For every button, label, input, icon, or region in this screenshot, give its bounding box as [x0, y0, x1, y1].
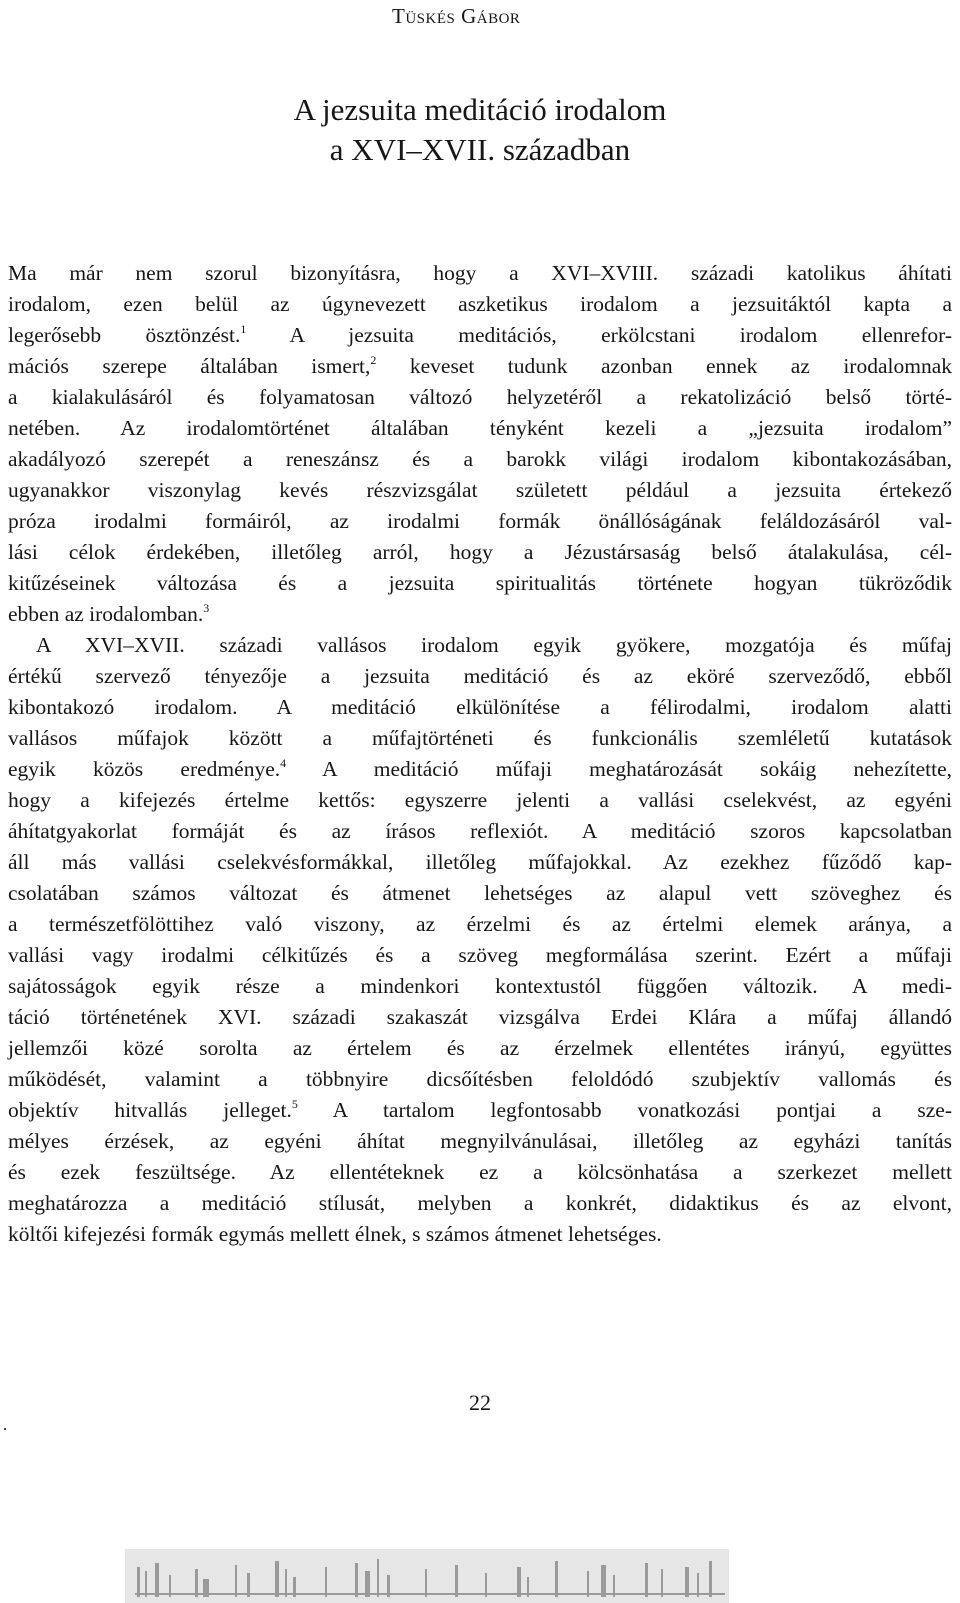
line-text: hogy a kifejezés értelme kettős: egyszerre jelenti a vallási cselekvést, az egyéni — [8, 788, 952, 812]
line-text-continued: A jezsuita meditációs, erkölcstani irodalom ellenrefor- — [246, 323, 952, 347]
line-text: csolatában számos változat és átmenet lehetséges az alapul vett szöveghez és — [8, 881, 952, 905]
line-text: mációs szerepe általában ismert, — [8, 354, 371, 378]
text-line — [8, 1033, 952, 1064]
line-text: és ezek feszültsége. Az ellentéteknek ez a kölcsönhatása a szerkezet mellett — [8, 1160, 952, 1184]
footnote-marker: 5 — [291, 1097, 298, 1111]
text-line — [8, 630, 952, 661]
text-line — [8, 351, 952, 382]
title-line-1: A jezsuita meditáció irodalom — [293, 92, 667, 127]
footnote-marker: 1 — [240, 322, 247, 336]
text-line — [8, 413, 952, 444]
line-text: A XVI–XVII. századi vallásos irodalom egyik gyökere, mozgatója és műfaj — [36, 633, 952, 657]
footnote-marker: 2 — [370, 353, 377, 367]
line-text-continued: A meditáció műfaji meghatározását sokáig nehezítette, — [286, 757, 952, 781]
line-text: akadályozó szerepét a reneszánsz és a barokk világi irodalom kibontakozásában, — [8, 447, 952, 471]
line-text: a természetfölöttihez való viszony, az érzelmi és az értelmi elemek aránya, a — [8, 912, 952, 936]
text-line — [8, 289, 952, 320]
text-line — [8, 661, 952, 692]
line-text: objektív hitvallás jelleget. — [8, 1098, 292, 1122]
line-text: táció történetének XVI. századi szakaszát vizsgálva Erdei Klára a műfaj állandó — [8, 1005, 952, 1029]
line-text: mélyes érzések, az egyéni áhítat megnyilvánulásai, illetőleg az egyházi tanítás — [8, 1129, 952, 1153]
line-text: ebben az irodalomban. — [8, 602, 204, 626]
scan-artifact-strip — [125, 1549, 729, 1603]
text-line — [8, 692, 952, 723]
text-line — [8, 940, 952, 971]
article-body — [8, 258, 952, 1250]
line-text: jellemzői közé sorolta az értelem és az érzelmek ellentétes irányú, együttes — [8, 1036, 952, 1060]
text-line — [8, 1002, 952, 1033]
text-line — [8, 723, 952, 754]
line-text: kibontakozó irodalom. A meditáció elkülönítése a félirodalmi, irodalom alatti — [8, 695, 952, 719]
title-line-2: a XVI–XVII. században — [329, 132, 631, 167]
text-line — [8, 909, 952, 940]
line-text: a kialakulásáról és folyamatosan változó helyzetéről a rekatolizáció belső törté- — [8, 385, 952, 409]
text-line — [8, 816, 952, 847]
line-text: meghatározza a meditáció stílusát, melyben a konkrét, didaktikus és az elvont, — [8, 1191, 952, 1215]
article-title — [0, 90, 960, 170]
text-line — [8, 258, 952, 289]
line-text: működését, valamint a többnyire dicsőítésben feloldódó szubjektív vallomás és — [8, 1067, 952, 1091]
line-text: értékű szervező tényezője a jezsuita meditáció és az eköré szerveződő, ebből — [8, 664, 952, 688]
line-text: kitűzéseinek változása és a jezsuita spiritualitás története hogyan tükröződik — [8, 571, 952, 595]
text-line — [8, 971, 952, 1002]
footnote-marker: 4 — [280, 756, 287, 770]
text-line — [8, 382, 952, 413]
line-text: vallási vagy irodalmi célkitűzés és a szöveg megformálása szerint. Ezért a műfaji — [8, 943, 952, 967]
line-text: költői kifejezési formák egymás mellett élnek, s számos átmenet lehetséges. — [8, 1222, 662, 1246]
line-text: egyik közös eredménye. — [8, 757, 281, 781]
text-line — [8, 537, 952, 568]
text-line — [8, 320, 952, 351]
line-text: áhítatgyakorlat formáját és az írásos reflexiót. A meditáció szoros kapcsolatban — [8, 819, 952, 843]
line-text: ugyanakkor viszonylag kevés részvizsgálat született például a jezsuita értekező — [8, 478, 952, 502]
text-line — [8, 568, 952, 599]
text-line — [8, 1219, 952, 1250]
text-line — [8, 444, 952, 475]
paragraph-2 — [8, 630, 952, 1250]
text-line — [8, 754, 952, 785]
text-line — [8, 1126, 952, 1157]
line-text: Ma már nem szorul bizonyításra, hogy a XVI–XVIII. századi katolikus áhítati — [8, 261, 952, 285]
text-line — [8, 506, 952, 537]
line-text: legerősebb ösztönzést. — [8, 323, 241, 347]
text-line — [8, 475, 952, 506]
line-text: lási célok érdekében, illetőleg arról, hogy a Jézustársaság belső átalakulása, cél- — [8, 540, 952, 564]
line-text: vallásos műfajok között a műfajtörténeti és funkcionális szemléletű kutatások — [8, 726, 952, 750]
text-line — [8, 1188, 952, 1219]
line-text: netében. Az irodalomtörténet általában tényként kezeli a „jezsuita irodalom” — [8, 416, 952, 440]
footnote-marker: 3 — [203, 601, 210, 615]
text-line — [8, 1157, 952, 1188]
scan-artifact-dot — [4, 1428, 6, 1430]
scan-noise-graphic — [125, 1549, 729, 1603]
paragraph-1 — [8, 258, 952, 630]
line-text: próza irodalmi formáiról, az irodalmi formák önállóságának feláldozásáról val- — [8, 509, 952, 533]
running-header-author: Tüskés Gábor — [392, 4, 521, 28]
text-line — [8, 785, 952, 816]
text-line — [8, 1064, 952, 1095]
text-line — [8, 1095, 952, 1126]
line-text: sajátosságok egyik része a mindenkori kontextustól függően változik. A medi- — [8, 974, 952, 998]
text-line — [8, 847, 952, 878]
line-text: áll más vallási cselekvésformákkal, illetőleg műfajokkal. Az ezekhez fűződő kap- — [8, 850, 952, 874]
line-text: irodalom, ezen belül az úgynevezett aszketikus irodalom a jezsuitáktól kapta a — [8, 292, 952, 316]
line-text-continued: A tartalom legfontosabb vonatkozási pontjai a sze- — [297, 1098, 952, 1122]
text-line — [8, 599, 952, 630]
line-text-continued: keveset tudunk azonban ennek az irodalomnak — [376, 354, 952, 378]
page-number: 22 — [469, 1390, 491, 1415]
text-line — [8, 878, 952, 909]
